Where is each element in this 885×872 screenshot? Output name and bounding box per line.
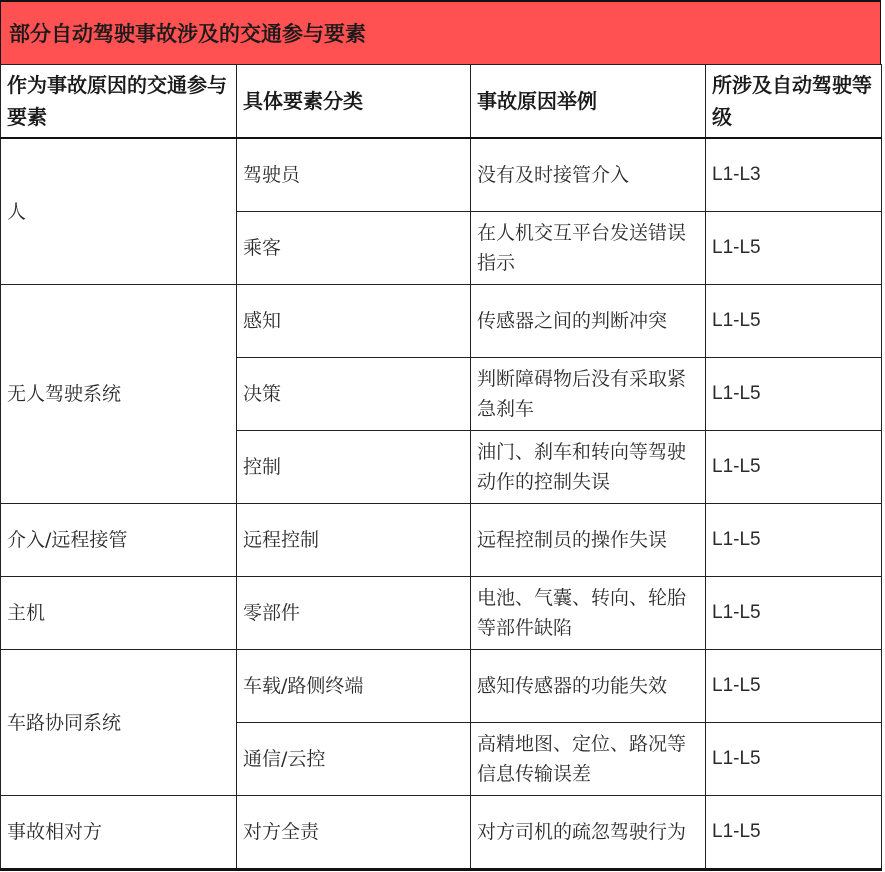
example-cell: 在人机交互平台发送错误指示 xyxy=(471,212,706,285)
table-row xyxy=(1,138,882,212)
category-cell: 决策 xyxy=(237,358,471,431)
header-example: 事故原因举例 xyxy=(471,65,706,139)
header-level: 所涉及自动驾驶等级 xyxy=(706,65,882,139)
category-cell: 通信/云控 xyxy=(237,723,471,796)
category-cell: 对方全责 xyxy=(237,796,471,870)
category-cell: 乘客 xyxy=(237,212,471,285)
example-cell: 对方司机的疏忽驾驶行为 xyxy=(471,796,706,870)
table-row xyxy=(1,504,882,577)
example-cell: 电池、气囊、转向、轮胎等部件缺陷 xyxy=(471,577,706,650)
level-cell: L1-L5 xyxy=(706,212,882,285)
table-title: 部分自动驾驶事故涉及的交通参与要素 xyxy=(0,0,881,64)
level-cell: L1-L5 xyxy=(706,504,882,577)
header-row xyxy=(1,65,882,139)
group-cell: 无人驾驶系统 xyxy=(1,285,237,504)
category-cell: 控制 xyxy=(237,431,471,504)
example-cell: 远程控制员的操作失误 xyxy=(471,504,706,577)
table-row xyxy=(1,650,882,723)
example-cell: 没有及时接管介入 xyxy=(471,138,706,212)
level-cell: L1-L5 xyxy=(706,796,882,870)
category-cell: 远程控制 xyxy=(237,504,471,577)
example-cell: 油门、刹车和转向等驾驶动作的控制失误 xyxy=(471,431,706,504)
level-cell: L1-L5 xyxy=(706,431,882,504)
header-factor: 作为事故原因的交通参与要素 xyxy=(1,65,237,139)
group-cell: 主机 xyxy=(1,577,237,650)
category-cell: 车载/路侧终端 xyxy=(237,650,471,723)
example-cell: 传感器之间的判断冲突 xyxy=(471,285,706,358)
level-cell: L1-L5 xyxy=(706,577,882,650)
category-cell: 零部件 xyxy=(237,577,471,650)
level-cell: L1-L5 xyxy=(706,650,882,723)
level-cell: L1-L3 xyxy=(706,138,882,212)
group-cell: 介入/远程接管 xyxy=(1,504,237,577)
example-cell: 高精地图、定位、路况等信息传输误差 xyxy=(471,723,706,796)
group-cell: 事故相对方 xyxy=(1,796,237,870)
level-cell: L1-L5 xyxy=(706,723,882,796)
table-row xyxy=(1,285,882,358)
example-cell: 感知传感器的功能失效 xyxy=(471,650,706,723)
table-row xyxy=(1,796,882,870)
example-cell: 判断障碍物后没有采取紧急刹车 xyxy=(471,358,706,431)
category-cell: 感知 xyxy=(237,285,471,358)
group-cell: 车路协同系统 xyxy=(1,650,237,796)
level-cell: L1-L5 xyxy=(706,358,882,431)
accident-factors-table xyxy=(0,64,882,871)
category-cell: 驾驶员 xyxy=(237,138,471,212)
table-row xyxy=(1,577,882,650)
group-cell: 人 xyxy=(1,138,237,285)
header-category: 具体要素分类 xyxy=(237,65,471,139)
level-cell: L1-L5 xyxy=(706,285,882,358)
